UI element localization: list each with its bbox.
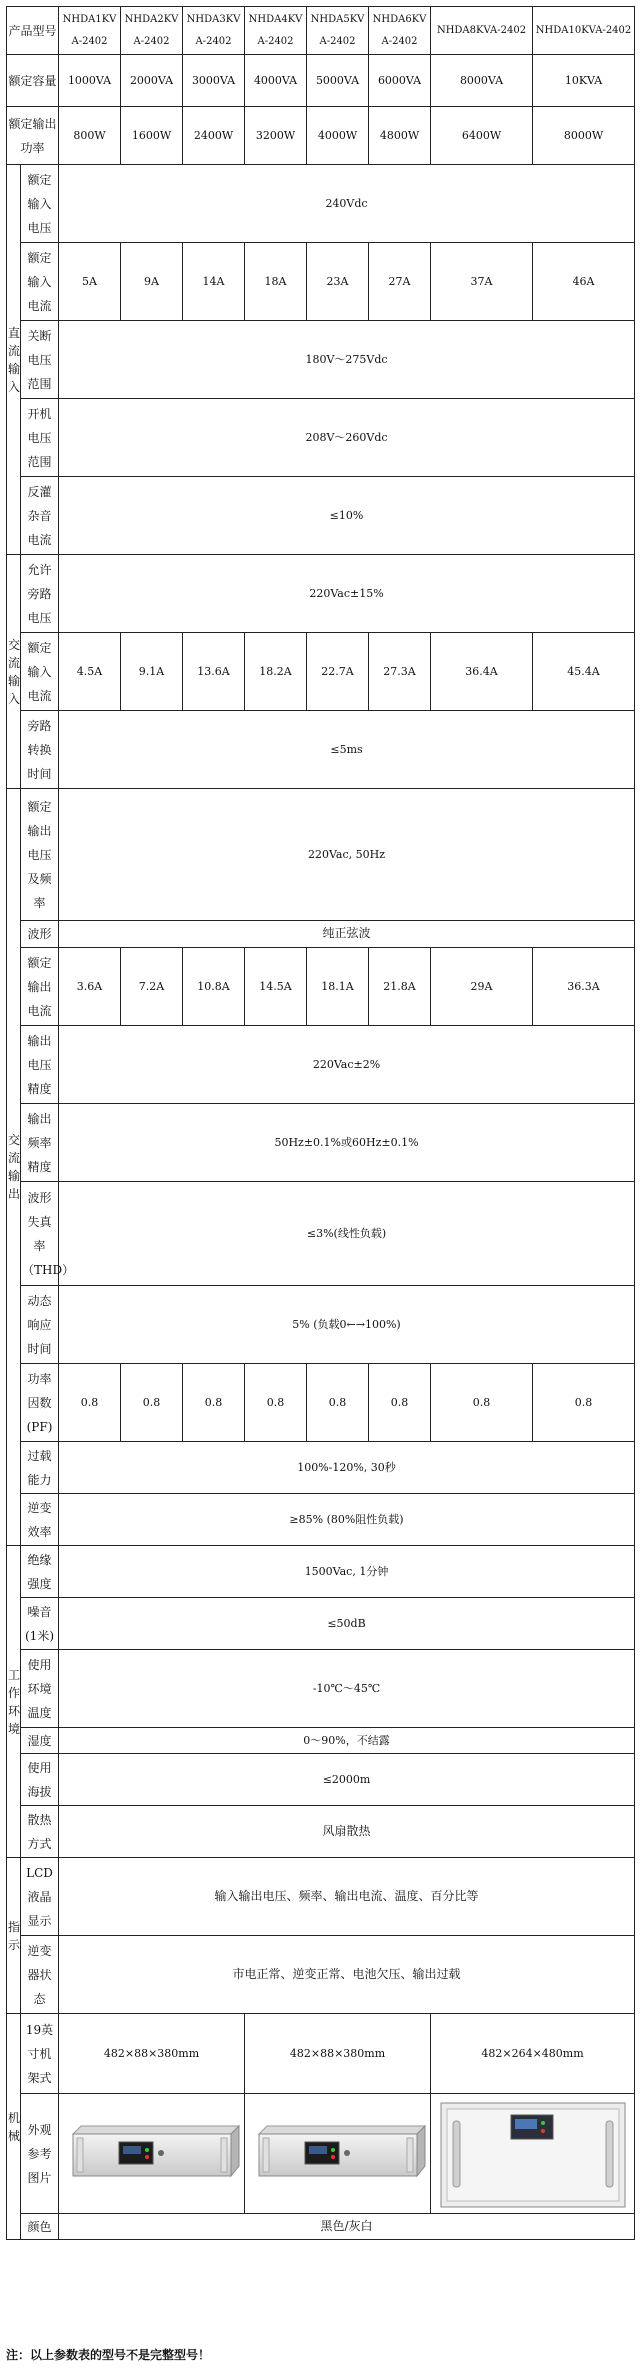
ac-transfer-time-row <box>7 711 635 789</box>
dc-current-row <box>7 243 635 321</box>
row-label: 额定输入电流 <box>21 633 59 711</box>
merged-value: 240Vdc <box>59 165 635 243</box>
dimension-cell: 482×88×380mm <box>59 2014 245 2094</box>
row-label: 波形 <box>21 921 59 948</box>
value-cell: 27A <box>369 243 431 321</box>
value-cell: 7.2A <box>121 948 183 1026</box>
row-label: 逆变效率 <box>21 1494 59 1546</box>
overload-row <box>7 1442 635 1494</box>
merged-value: 黑色/灰白 <box>59 2214 635 2240</box>
value-cell: 0.8 <box>369 1364 431 1442</box>
value-cell: 27.3A <box>369 633 431 711</box>
product-photo-1u <box>245 2094 431 2214</box>
section-dc-input: 直流输入 <box>7 165 21 555</box>
value-cell: 2000VA <box>121 55 183 107</box>
voltage-accuracy-row <box>7 1026 635 1104</box>
value-cell: 800W <box>59 107 121 165</box>
merged-value: 输入输出电压、频率、输出电流、温度、百分比等 <box>59 1858 635 1936</box>
value-cell: 6000VA <box>369 55 431 107</box>
value-cell: 4800W <box>369 107 431 165</box>
merged-value: 220Vac, 50Hz <box>59 789 635 921</box>
row-label: 额定容量 <box>7 55 59 107</box>
merged-value: ≤50dB <box>59 1598 635 1650</box>
row-label: 旁路转换时间 <box>21 711 59 789</box>
value-cell: 18A <box>245 243 307 321</box>
dc-shutdown-row <box>7 321 635 399</box>
model-cell: NHDA3KVA-2402 <box>183 7 245 55</box>
power-factor-row <box>7 1364 635 1442</box>
model-cell: NHDA4KVA-2402 <box>245 7 307 55</box>
value-cell: 14.5A <box>245 948 307 1026</box>
row-label: 额定输出电压及频率 <box>21 789 59 921</box>
value-cell: 10.8A <box>183 948 245 1026</box>
value-cell: 3200W <box>245 107 307 165</box>
dynamic-response-row <box>7 1286 635 1364</box>
merged-value: 1500Vac, 1分钟 <box>59 1546 635 1598</box>
value-cell: 0.8 <box>245 1364 307 1442</box>
value-cell: 22.7A <box>307 633 369 711</box>
merged-value: 180V～275Vdc <box>59 321 635 399</box>
value-cell: 10KVA <box>533 55 635 107</box>
value-cell: 29A <box>431 948 533 1026</box>
ac-output-voltage-row <box>7 789 635 921</box>
insulation-row <box>7 1546 635 1598</box>
row-label: 额定输出电流 <box>21 948 59 1026</box>
merged-value: 100%-120%, 30秒 <box>59 1442 635 1494</box>
model-label: 产品型号 <box>7 7 59 55</box>
freq-accuracy-row <box>7 1104 635 1182</box>
value-cell: 8000W <box>533 107 635 165</box>
dc-ripple-row <box>7 477 635 555</box>
row-label: 外观参考图片 <box>21 2094 59 2214</box>
dimension-cell: 482×264×480mm <box>431 2014 635 2094</box>
value-cell: 9.1A <box>121 633 183 711</box>
value-cell: 0.8 <box>307 1364 369 1442</box>
product-photo-6u <box>431 2094 635 2214</box>
value-cell: 36.4A <box>431 633 533 711</box>
ac-input-current-row <box>7 633 635 711</box>
value-cell: 0.8 <box>59 1364 121 1442</box>
value-cell: 4000VA <box>245 55 307 107</box>
inverter-status-row <box>7 1936 635 2014</box>
row-label: 关断电压范围 <box>21 321 59 399</box>
row-label: 19英寸机架式 <box>21 2014 59 2094</box>
noise-row <box>7 1598 635 1650</box>
waveform-row <box>7 921 635 948</box>
merged-value: ≤2000m <box>59 1754 635 1806</box>
value-cell: 3.6A <box>59 948 121 1026</box>
row-label: 输出电压精度 <box>21 1026 59 1104</box>
dimension-cell: 482×88×380mm <box>245 2014 431 2094</box>
ac-output-current-row <box>7 948 635 1026</box>
merged-value: 风扇散热 <box>59 1806 635 1858</box>
row-label: 输出频率精度 <box>21 1104 59 1182</box>
footnote: 注：以上参数表的型号不是完整型号！ <box>6 2348 211 2362</box>
row-label: LCD液晶显示 <box>21 1858 59 1936</box>
row-label: 使用海拔 <box>21 1754 59 1806</box>
value-cell: 21.8A <box>369 948 431 1026</box>
product-photo-1u <box>59 2094 245 2214</box>
dc-voltage-row <box>7 165 635 243</box>
merged-value: ≤3%(线性负载) <box>59 1182 635 1286</box>
altitude-row <box>7 1754 635 1806</box>
merged-value: 0～90%，不结露 <box>59 1728 635 1754</box>
value-cell: 37A <box>431 243 533 321</box>
section-environment: 工作环境 <box>7 1546 21 1858</box>
thd-row <box>7 1182 635 1286</box>
value-cell: 2400W <box>183 107 245 165</box>
merged-value: 5% (负载0←→100%) <box>59 1286 635 1364</box>
merged-value: 220Vac±2% <box>59 1026 635 1104</box>
row-label: 逆变器状态 <box>21 1936 59 2014</box>
row-label: 动态响应时间 <box>21 1286 59 1364</box>
value-cell: 5A <box>59 243 121 321</box>
value-cell: 6400W <box>431 107 533 165</box>
row-label: 波形失真率（THD） <box>21 1182 59 1286</box>
color-row <box>7 2214 635 2240</box>
row-label: 反灌杂音电流 <box>21 477 59 555</box>
ac-bypass-voltage-row <box>7 555 635 633</box>
merged-value: 市电正常、逆变正常、电池欠压、输出过载 <box>59 1936 635 2014</box>
model-cell: NHDA5KVA-2402 <box>307 7 369 55</box>
section-ac-input: 交流输入 <box>7 555 21 789</box>
value-cell: 36.3A <box>533 948 635 1026</box>
row-label: 额定输出功率 <box>7 107 59 165</box>
value-cell: 0.8 <box>431 1364 533 1442</box>
model-cell: NHDA8KVA-2402 <box>431 7 533 55</box>
row-label: 过载能力 <box>21 1442 59 1494</box>
model-cell: NHDA1KVA-2402 <box>59 7 121 55</box>
value-cell: 46A <box>533 243 635 321</box>
value-cell: 14A <box>183 243 245 321</box>
value-cell: 18.1A <box>307 948 369 1026</box>
spec-table <box>6 6 635 2240</box>
merged-value: 纯正弦波 <box>59 921 635 948</box>
section-mechanical: 机械 <box>7 2014 21 2240</box>
model-cell: NHDA2KVA-2402 <box>121 7 183 55</box>
merged-value: -10℃～45℃ <box>59 1650 635 1728</box>
dc-startup-row <box>7 399 635 477</box>
model-cell: NHDA10KVA-2402 <box>533 7 635 55</box>
capacity-row <box>7 55 635 107</box>
cooling-row <box>7 1806 635 1858</box>
photo-row <box>7 2094 635 2214</box>
value-cell: 1000VA <box>59 55 121 107</box>
row-label: 使用环境温度 <box>21 1650 59 1728</box>
lcd-row <box>7 1858 635 1936</box>
efficiency-row <box>7 1494 635 1546</box>
header-row <box>7 7 635 55</box>
row-label: 额定输入电压 <box>21 165 59 243</box>
value-cell: 4.5A <box>59 633 121 711</box>
value-cell: 8000VA <box>431 55 533 107</box>
merged-value: 50Hz±0.1%或60Hz±0.1% <box>59 1104 635 1182</box>
value-cell: 13.6A <box>183 633 245 711</box>
merged-value: 220Vac±15% <box>59 555 635 633</box>
merged-value: ≤10% <box>59 477 635 555</box>
value-cell: 1600W <box>121 107 183 165</box>
row-label: 绝缘强度 <box>21 1546 59 1598</box>
row-label: 允许旁路电压 <box>21 555 59 633</box>
rack-row <box>7 2014 635 2094</box>
value-cell: 0.8 <box>533 1364 635 1442</box>
row-label: 开机电压范围 <box>21 399 59 477</box>
section-ac-output: 交流输出 <box>7 789 21 1546</box>
value-cell: 3000VA <box>183 55 245 107</box>
output-power-row <box>7 107 635 165</box>
row-label: 颜色 <box>21 2214 59 2240</box>
value-cell: 0.8 <box>183 1364 245 1442</box>
row-label: 功率因数(PF) <box>21 1364 59 1442</box>
merged-value: ≥85% (80%阻性负载) <box>59 1494 635 1546</box>
humidity-row <box>7 1728 635 1754</box>
value-cell: 5000VA <box>307 55 369 107</box>
rack-unit-image <box>245 2104 431 2204</box>
row-label: 散热方式 <box>21 1806 59 1858</box>
value-cell: 45.4A <box>533 633 635 711</box>
section-indicator: 指示 <box>7 1858 21 2014</box>
model-cell: NHDA6KVA-2402 <box>369 7 431 55</box>
rack-unit-image <box>59 2104 245 2204</box>
merged-value: 208V～260Vdc <box>59 399 635 477</box>
value-cell: 9A <box>121 243 183 321</box>
row-label: 噪音(1米) <box>21 1598 59 1650</box>
temperature-row <box>7 1650 635 1728</box>
merged-value: ≤5ms <box>59 711 635 789</box>
value-cell: 23A <box>307 243 369 321</box>
row-label: 湿度 <box>21 1728 59 1754</box>
value-cell: 4000W <box>307 107 369 165</box>
value-cell: 0.8 <box>121 1364 183 1442</box>
row-label: 额定输入电流 <box>21 243 59 321</box>
value-cell: 18.2A <box>245 633 307 711</box>
rack-unit-image <box>433 2097 633 2211</box>
